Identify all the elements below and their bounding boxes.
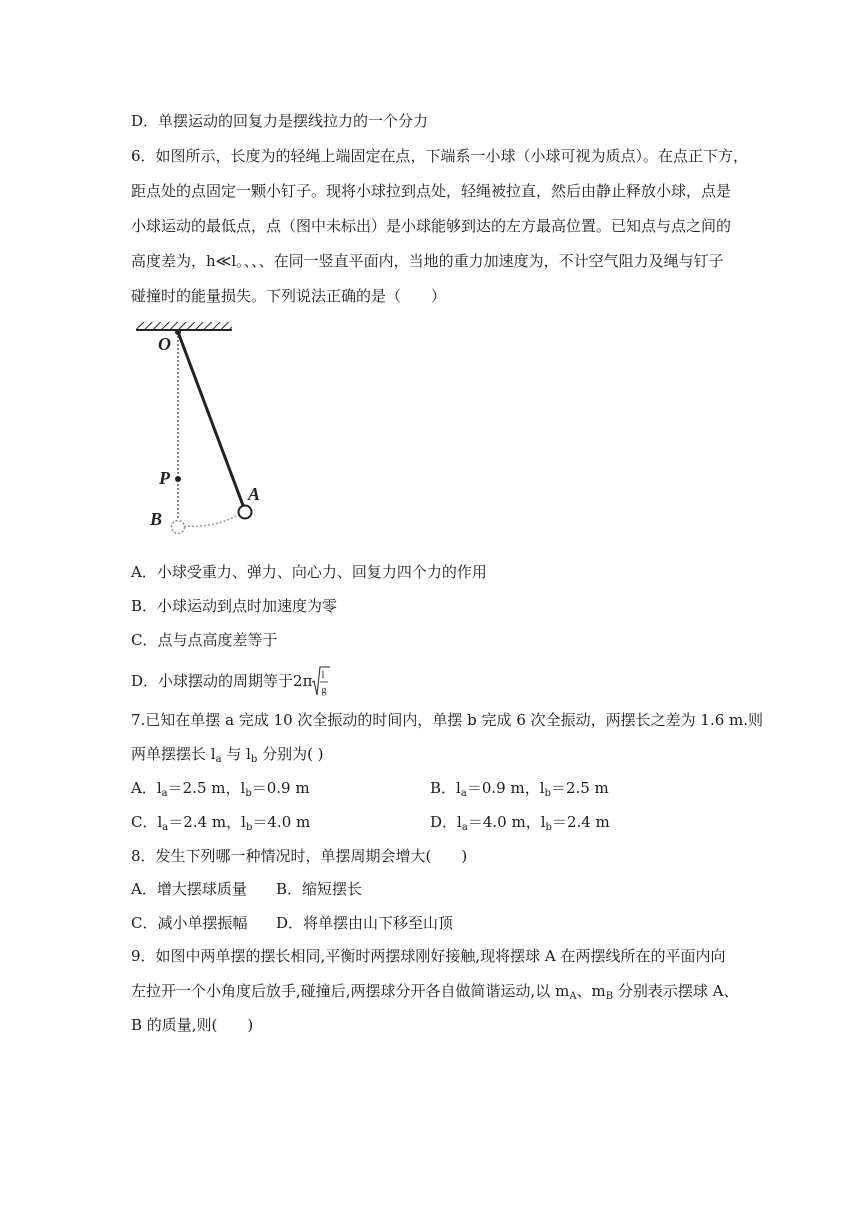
q9-stem-line-1: 9．如图中两单摆的摆长相同,平衡时两摆球刚好接触,现将摆球 A 在两摆线所在的平面内向 <box>131 947 726 965</box>
pendulum-figure <box>130 318 270 540</box>
q8-option-b: B．缩短摆长 <box>276 880 363 898</box>
q6-stem-line-4: 高度差为，h≪l。、、、在同一竖直平面内，当地的重力加速度为，不计空气阻力及绳与钉子 <box>131 252 724 270</box>
q8-option-a: A．增大摆球质量 <box>131 880 247 898</box>
q7-option-b: B．$l_a=0.9$ m，$l_b=2.5$ m <box>430 779 609 799</box>
swing-arc <box>184 515 238 526</box>
ball-a <box>239 506 252 519</box>
q6-option-d-text: D．小球摆动的周期等于2π <box>131 672 313 690</box>
label-p: P <box>159 468 170 488</box>
nail-p <box>175 476 181 482</box>
ceiling-hatch <box>136 322 232 330</box>
q6-stem-line-3: 小球运动的最低点，点（图中未标出）是小球能够到达的左方最高位置。已知点与点之间的 <box>131 217 732 235</box>
sqrt-denominator: g <box>321 685 327 696</box>
q9-stem-line-3: B 的质量,则( ) <box>131 1016 254 1034</box>
q5-option-d: D．单摆运动的回复力是摆线拉力的一个分力 <box>131 112 429 130</box>
q9-stem-line-2: 左拉开一个小角度后放手,碰撞后,两摆球分开各自做简谐运动,以 $m_A$、$m_B$ 分别表示摆球 A、 <box>131 982 739 1002</box>
label-o: O <box>158 334 171 354</box>
pendulum-string <box>178 332 244 508</box>
pivot-o <box>175 329 181 335</box>
q7-option-c: C．$l_a=2.4$ m，$l_b=4.0$ m <box>131 813 311 833</box>
ball-b <box>172 521 185 534</box>
q8-option-c: C．减小单摆振幅 <box>131 914 248 932</box>
q6-option-a: A．小球受重力、弹力、向心力、回复力四个力的作用 <box>131 563 487 581</box>
q8-option-d: D．将单摆由山下移至山顶 <box>276 914 454 932</box>
q6-stem-line-1: 6．如图所示，长度为的轻绳上端固定在点，下端系一小球（小球可视为质点）。在点正下方， <box>131 147 749 165</box>
q6-option-c: C．点与点高度差等于 <box>131 631 278 649</box>
q6-stem-line-5: 碰撞时的能量损失。下列说法正确的是（ ） <box>131 287 447 305</box>
sqrt-l-over-g <box>312 666 330 698</box>
q7-option-a: A．$l_a=2.5$ m，$l_b=0.9$ m <box>131 779 310 799</box>
q6-option-d <box>131 666 330 698</box>
q6-stem-line-2: 距点处的点固定一颗小钉子。现将小球拉到点处，轻绳被拉直，然后由静止释放小球，点是 <box>131 182 732 200</box>
q7-option-d: D．$l_a=4.0$ m，$l_b=2.4$ m <box>430 813 610 833</box>
label-b: B <box>150 509 163 529</box>
label-a: A <box>248 484 261 504</box>
q6-option-b: B．小球运动到点时加速度为零 <box>131 597 338 615</box>
q7-stem-line-2: 两单摆摆长 $l_a$ 与 $l_b$ 分别为( ) <box>131 745 324 765</box>
q7-stem-line-1: 7.已知在单摆 a 完成 10 次全振动的时间内，单摆 b 完成 6 次全振动，两摆长之差为 1.6 m.则 <box>131 711 764 729</box>
q8-stem: 8．发生下列哪一种情况时，单摆周期会增大( ) <box>131 847 468 865</box>
sqrt-numerator: l <box>322 670 325 681</box>
